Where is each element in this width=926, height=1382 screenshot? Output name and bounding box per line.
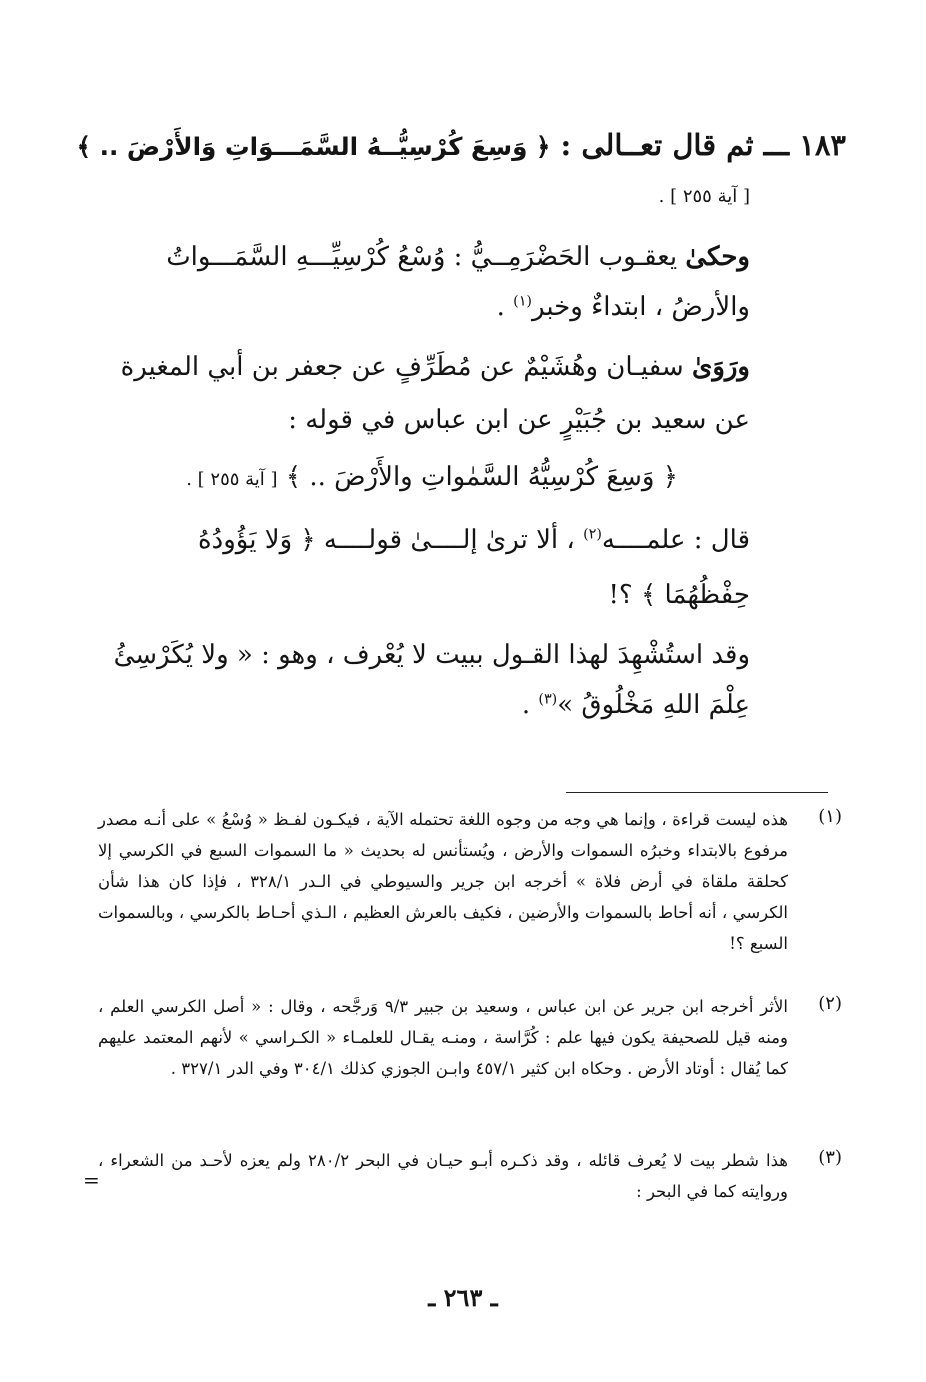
- quoted-verse-reference: [ آية ٢٥٥ ] .: [186, 469, 278, 490]
- continuation-mark: =: [83, 1168, 100, 1192]
- heading-verse: ﴿ وَسِعَ كُرْسِيُّــهُ السَّمَـــوَاتِ وَالأَرْضَ .. ﴾: [76, 132, 551, 161]
- paragraph-3-text: قال : علمــــه: [601, 525, 750, 555]
- footnote-separator: [566, 792, 828, 793]
- paragraph-1-line-1: [166, 242, 750, 272]
- footnote-3-number: (٣): [818, 1147, 842, 1168]
- paragraph-1-line-2: [497, 292, 750, 322]
- footnote-2-number: (٢): [818, 993, 842, 1014]
- quoted-verse: ﴿ وَسِعَ كُرْسِيُّهُ السَّمٰواتِ والأَرْضَ .. ﴾: [285, 462, 678, 492]
- paragraph-4-line-1: وقد استُشْهِدَ لهذا القـول ببيت لا يُعْرف ، وهو : « ولا يُكَرْسِئُ: [113, 640, 750, 670]
- heading-verse-reference: [ آية ٢٥٥ ] .: [658, 186, 750, 207]
- paragraph-1-text: يعقـوب الحَضْرَمِــيُّ : وُسْعُ كُرْسِيِّـــهِ السَّمَـــواتُ: [166, 242, 678, 272]
- paragraph-1-end: .: [496, 292, 514, 322]
- section-heading: [77, 128, 846, 162]
- heading-text: ـــ ثم قال تعــالى :: [560, 128, 790, 162]
- paragraph-3-line-2: حِفْظُهُمَا ﴾ ؟!: [608, 580, 750, 610]
- paragraph-2-line-2: عن سعيد بن جُبَيْرٍ عن ابن عباس في قوله :: [288, 405, 750, 435]
- quoted-verse-line: [186, 462, 678, 492]
- paragraph-4-text-2: عِلْمَ اللهِ مَخْلُوقُ »: [557, 690, 750, 720]
- footnote-3-text: هذا شطر بيت لا يُعرف قائله ، وقد ذكـره أبـو حيـان في البحر ٢٨٠/٢ ولم يعزه لأحـد من الشعراء ، وروايته كما في البحر :: [98, 1151, 788, 1201]
- footnote-2-text: الأثر أخرجه ابن جرير عن ابن عباس ، وسعيد بن جبير ٩/٣ وَرجَّحه ، وقال : « أصل الكرسي العلم ، ومنه قيل للصحيفة يكون فيها علم : كُرَّاسة ، ومنـه يقـال للعلمـاء « الكـراسي » لأنهم المعتمد عليهم كما يُقال : أوتاد الأرض . وحكاه ابن كثير ٤٥٧/١ وابـن الجوزي كذلك ٣٠٤/١ وفي الدر ٣٢٧/١ .: [98, 997, 788, 1078]
- paragraph-2-text: سفيـان وهُشَيْمٌ عن مُطَرِّفٍ عن جعفر بن أبي المغيرة: [120, 352, 684, 382]
- paragraph-4-line-2: [522, 690, 750, 720]
- footnote-1-text: هذه ليست قراءة ، وإنما هي وجه من وجوه اللغة تحتمله الآية ، فيكـون لفـظ « وُسْعُ » على أنـه مصدر مرفوع بالابتداء وخبرُه السموات والأرض ، ويُستأنس له بحديث « ما السموات السبع في الكرسي إلا كحلقة ملقاة في أرض فلاة » أخرجه ابن جرير والسيوطي في الـدر ٣٢٨/١ ، فإذا كان هذا شأن الكرسي ، أنه أحاط بالسموات والأرضين ، فكيف بالعرش العظيم ، الـذي أحـاط بالكرسي ، وبالسموات السبع ؟!: [98, 810, 788, 953]
- paragraph-2-lead-word: ورَوَىٰ: [691, 352, 750, 382]
- footnote-marker-3[interactable]: (٣): [538, 691, 558, 708]
- footnote-marker-2[interactable]: (٢): [583, 526, 602, 543]
- paragraph-4-end: .: [521, 690, 539, 720]
- paragraph-3-line-1: [198, 525, 750, 555]
- paragraph-1-lead-word: وحكىٰ: [685, 242, 750, 272]
- page-number: ـ ٢٦٣ ـ: [428, 1283, 498, 1312]
- footnote-1-number: (١): [818, 806, 842, 827]
- section-number: ١٨٣: [799, 128, 846, 162]
- paragraph-3-text-2: ، ألا ترىٰ إلــــىٰ قولــــه ﴿ وَلا يَؤُودُهُ: [198, 525, 575, 555]
- paragraph-2-line-1: [121, 352, 750, 382]
- paragraph-1-text-2: والأرضُ ، ابتداءٌ وخبر: [531, 292, 750, 322]
- footnote-marker-1[interactable]: (١): [513, 293, 532, 310]
